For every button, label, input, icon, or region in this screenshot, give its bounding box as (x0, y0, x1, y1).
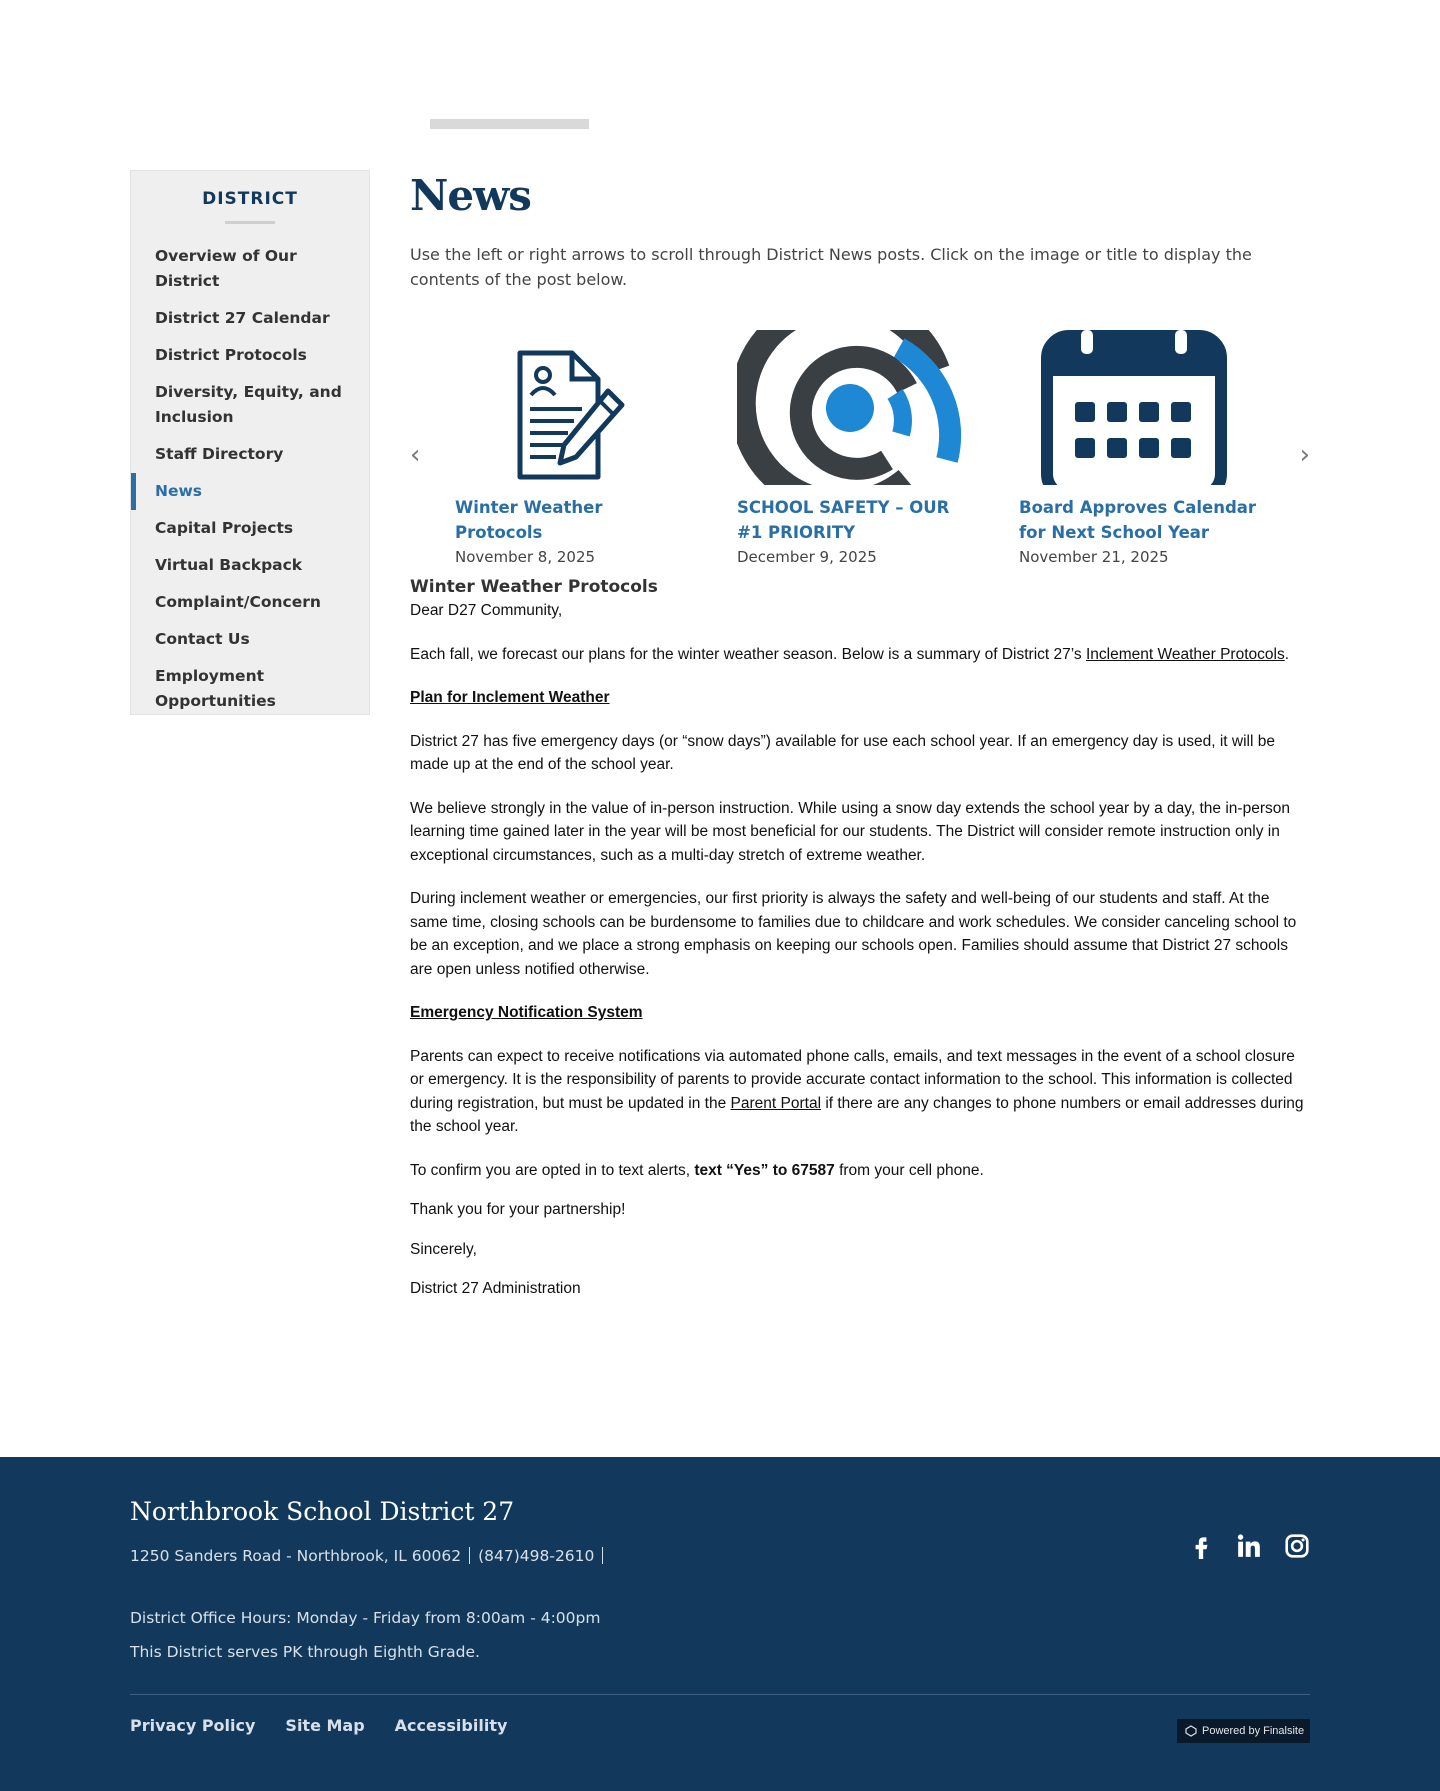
chevron-right-icon[interactable]: › (1299, 440, 1310, 470)
social-links (1188, 1533, 1310, 1559)
sidebar-item-overview[interactable]: Overview of Our District (155, 247, 297, 290)
article-paragraph: During inclement weather or emergencies, our first priority is always the safety and well-being of our students and staff. At the same time, closing schools can be burdensome to families due to childcare and work schedules. We consider canceling school to be an exception, and we place a strong emphasis on keeping our schools open. Families should assume that District 27 schools are open unless notified otherwise. (410, 890, 1297, 978)
footer-office-hours: District Office Hours: Monday - Friday from 8:00am - 4:00pm (130, 1609, 601, 1627)
safety-rings-icon[interactable] (737, 330, 967, 485)
sidebar-divider (225, 221, 275, 224)
sidebar-item-employment[interactable]: Employment Opportunities (155, 667, 276, 710)
parent-portal-link[interactable]: Parent Portal (730, 1094, 822, 1112)
intro-text: Use the left or right arrows to scroll through District News posts. Click on the image or title to display the contents of the post below. (410, 245, 1252, 289)
footer-address (130, 1547, 611, 1565)
sidebar-item-news[interactable]: News (131, 479, 369, 504)
footer-grades: This District serves PK through Eighth Grade. (130, 1643, 480, 1661)
sidebar-item-calendar[interactable]: District 27 Calendar (155, 309, 330, 327)
article-paragraph: Parents can expect to receive notifications via automated phone calls, emails, and text messages in the event of a school closure or emergency. It is the responsibility of parents to provide accurate contact information to the school. This information is collected during registration, but must be updated in the Parent Portal if there are any changes to phone numbers or email addresses during the school year. (410, 1047, 1304, 1135)
news-card-title[interactable]: SCHOOL SAFETY – OUR #1 PRIORITY (737, 498, 950, 542)
calendar-icon[interactable] (1019, 330, 1249, 485)
news-card-date: November 8, 2025 (455, 548, 596, 566)
article-paragraph: District 27 has five emergency days (or “snow days”) available for use each school year. If an emergency day is used, it will be made up at the end of the school year. (410, 732, 1275, 773)
footer-phone[interactable]: (847)498-2610 (478, 1547, 595, 1565)
powered-by-badge[interactable] (1177, 1719, 1310, 1743)
news-carousel (410, 330, 1310, 575)
article-signature: District 27 Administration (410, 1280, 581, 1297)
news-card-title[interactable]: Winter Weather Protocols (455, 498, 603, 542)
sidebar-item-complaint[interactable]: Complaint/Concern (155, 593, 321, 611)
finalsite-logo-icon (1185, 1725, 1197, 1737)
article-paragraph: Sincerely, (410, 1240, 477, 1258)
footer-hours (130, 1601, 600, 1669)
sidebar-item-protocols[interactable]: District Protocols (155, 346, 307, 364)
article-paragraph: We believe strongly in the value of in-person instruction. While using a snow day extends the school year by a day, the in-person learning time gained later in the year will be most beneficial for our students. The District will consider remote instruction only in exceptional circumstances, such as a multi-day stretch of extreme weather. (410, 799, 1290, 864)
sidebar-item-virtual-backpack[interactable]: Virtual Backpack (155, 556, 303, 574)
document-pencil-icon[interactable] (455, 330, 685, 485)
article-greeting: Dear D27 Community, (410, 602, 563, 619)
facebook-icon[interactable] (1188, 1533, 1214, 1559)
news-card[interactable] (737, 330, 977, 570)
article-title: Winter Weather Protocols (410, 577, 658, 597)
sidebar-nav (130, 170, 370, 715)
linkedin-icon[interactable] (1236, 1533, 1262, 1559)
sidebar-item-contact[interactable]: Contact Us (155, 630, 250, 648)
sidebar-item-capital-projects[interactable]: Capital Projects (155, 519, 294, 537)
site-footer (0, 1457, 1440, 1791)
site-map-link[interactable]: Site Map (285, 1716, 365, 1735)
article-paragraph: Thank you for your partnership! (410, 1201, 626, 1218)
footer-divider (130, 1694, 1310, 1695)
news-article (410, 575, 1310, 1301)
footer-links (130, 1716, 507, 1735)
instagram-icon[interactable] (1284, 1533, 1310, 1559)
news-card-date: December 9, 2025 (737, 548, 877, 566)
page-title: News (410, 171, 531, 220)
article-subheading: Emergency Notification System (410, 1004, 643, 1021)
sidebar-item-staff-directory[interactable]: Staff Directory (155, 445, 284, 463)
chevron-left-icon[interactable]: ‹ (410, 440, 421, 470)
sidebar-title: DISTRICT (202, 189, 298, 209)
main-content (410, 170, 1310, 1301)
loading-bar (430, 119, 589, 129)
news-card[interactable] (1019, 330, 1259, 570)
article-paragraph: Each fall, we forecast our plans for the winter weather season. Below is a summary of District 27’s Inclement Weather Protocols. (410, 645, 1290, 663)
article-paragraph: To confirm you are opted in to text alerts, text “Yes” to 67587 from your cell phone. (410, 1161, 984, 1179)
news-card[interactable] (455, 330, 695, 570)
article-subheading: Plan for Inclement Weather (410, 689, 610, 706)
sidebar-list (131, 244, 369, 714)
privacy-policy-link[interactable]: Privacy Policy (130, 1716, 256, 1735)
inclement-weather-link[interactable]: Inclement Weather Protocols (1085, 645, 1285, 663)
sidebar-item-diversity[interactable]: Diversity, Equity, and Inclusion (155, 383, 342, 426)
news-card-date: November 21, 2025 (1019, 548, 1169, 566)
footer-address-text: 1250 Sanders Road - Northbrook, IL 60062 (130, 1547, 462, 1565)
powered-by-text: Powered by Finalsite (1202, 1725, 1305, 1737)
footer-district-name: Northbrook School District 27 (130, 1497, 515, 1526)
news-card-title[interactable]: Board Approves Calendar for Next School Year (1019, 498, 1257, 542)
accessibility-link[interactable]: Accessibility (394, 1716, 508, 1735)
